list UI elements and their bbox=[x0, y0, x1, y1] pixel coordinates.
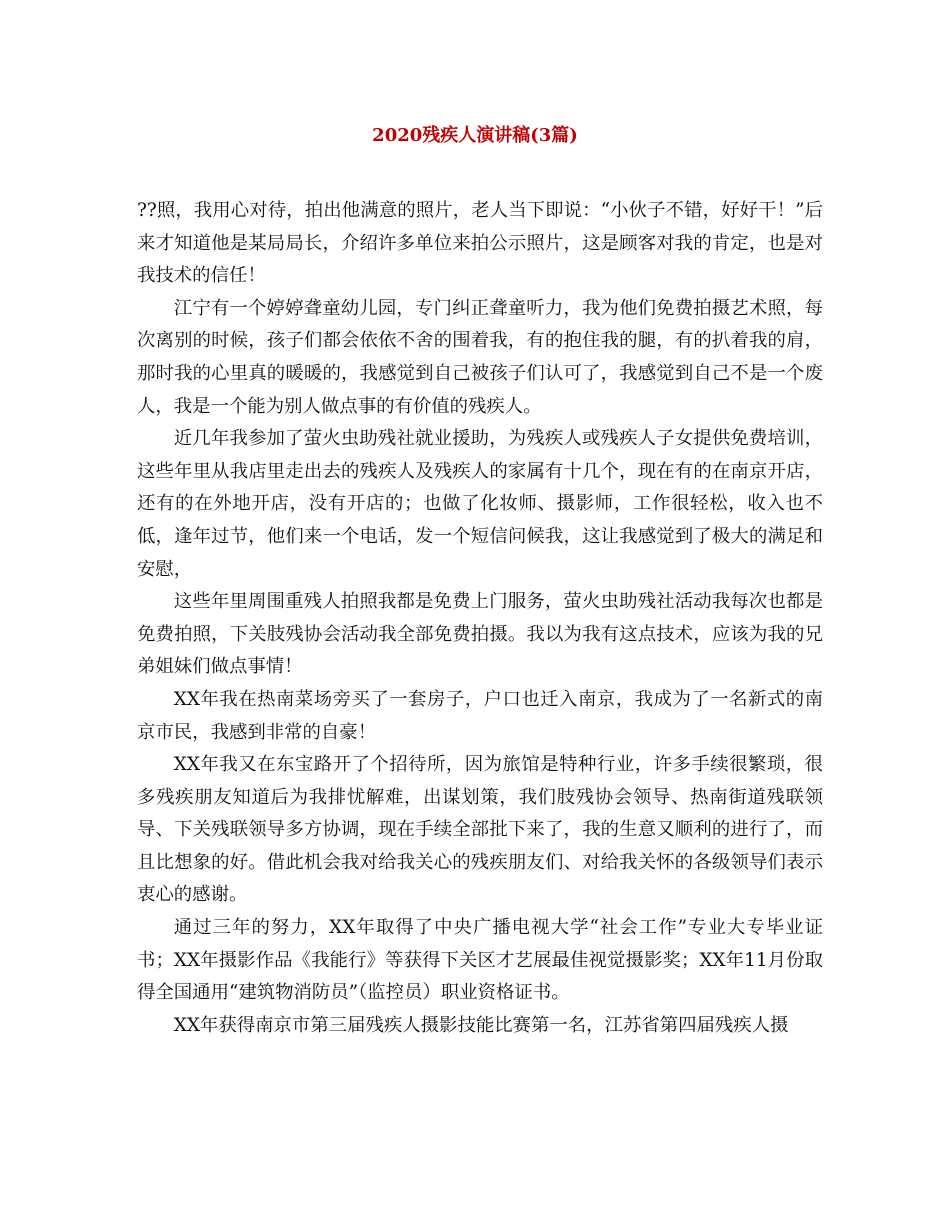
paragraph-5: XX年我在热南菜场旁买了一套房子，户口也迁入南京，我成为了一名新式的南京市民，我感到非常的自豪！ bbox=[137, 688, 823, 743]
paragraph-1: ??照，我用心对待，拍出他满意的照片，老人当下即说：“小伙子不错，好好干！”后来才知道他是某局局长，介绍许多单位来拍公示照片，这是顾客对我的肯定，也是对我技术的信任！ bbox=[137, 200, 823, 287]
paragraph-3: 近几年我参加了萤火虫助残社就业援助，为残疾人或残疾人子女提供免费培训，这些年里从我店里走出去的残疾人及残疾人的家属有十几个，现在有的在南京开店，还有的在外地开店，没有开店的；也做了化妆师、摄影师，工作很轻松，收入也不低，逢年过节，他们来一个电话，发一个短信问候我，这让我感觉到了极大的满足和安慰， bbox=[137, 428, 823, 580]
paragraph-4: 这些年里周围重残人拍照我都是免费上门服务，萤火虫助残社活动我每次也都是免费拍照，下关肢残协会活动我全部免费拍摄。我以为我有这点技术，应该为我的兄弟姐妹们做点事情！ bbox=[137, 591, 823, 678]
document-body bbox=[137, 195, 823, 1042]
paragraph-2: 江宁有一个婷婷聋童幼儿园，专门纠正聋童听力，我为他们免费拍摄艺术照，每次离别的时候，孩子们都会依依不舍的围着我，有的抱住我的腿，有的扒着我的肩，那时我的心里真的暖暖的，我感觉到自己被孩子们认可了，我感觉到自己不是一个废人，我是一个能为别人做点事的有价值的残疾人。 bbox=[137, 297, 823, 417]
document-title: 2020残疾人演讲稿(3篇) bbox=[372, 125, 578, 146]
paragraph-7: 通过三年的努力，XX年取得了中央广播电视大学“社会工作”专业大专毕业证书；XX年摄影作品《我能行》等获得下关区才艺展最佳视觉摄影奖；XX年11月份取得全国通用“建筑物消防员”（监控员）职业资格证书。 bbox=[137, 917, 823, 1004]
paragraph-6: XX年我又在东宝路开了个招待所，因为旅馆是特种行业，许多手续很繁琐，很多残疾朋友知道后为我排忧解难，出谋划策，我们肢残协会领导、热南街道残联领导、下关残联领导多方协调，现在手续全部批下来了，我的生意又顺利的进行了，而且比想象的好。借此机会我对给我关心的残疾朋友们、对给我关怀的各级领导们表示衷心的感谢。 bbox=[137, 754, 823, 906]
paragraph-8: XX年获得南京市第三届残疾人摄影技能比赛第一名，江苏省第四届残疾人摄 bbox=[173, 1014, 789, 1036]
